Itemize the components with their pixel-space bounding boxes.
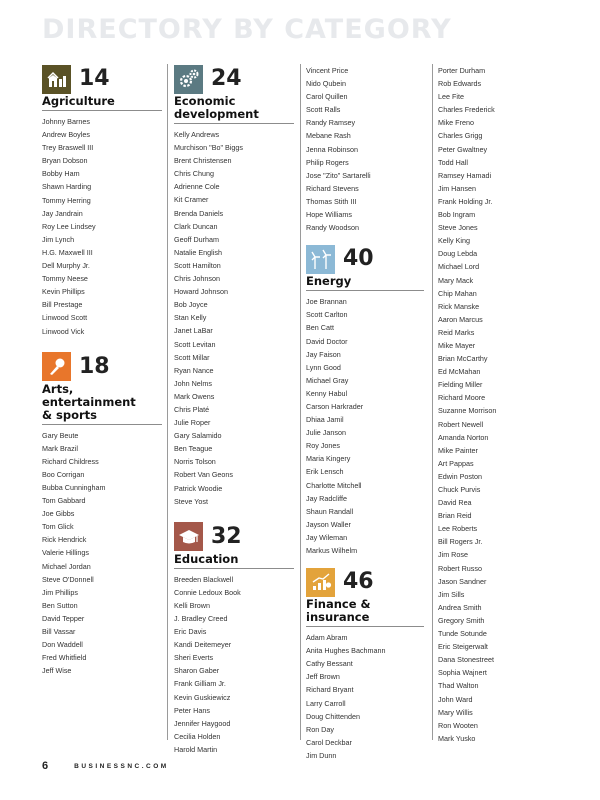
list-item: Brian McCarthy bbox=[438, 354, 488, 364]
list-item: Mike Painter bbox=[438, 445, 478, 455]
name-list bbox=[42, 429, 162, 678]
list-item: Trey Braswell III bbox=[42, 143, 94, 153]
list-item: Jim Lynch bbox=[42, 234, 75, 244]
list-item: Ryan Nance bbox=[174, 365, 214, 375]
list-item: Breeden Blackwell bbox=[174, 574, 234, 584]
list-item: Richard Moore bbox=[438, 393, 486, 403]
list-item: Gary Beute bbox=[42, 430, 79, 440]
list-item: Lee Fite bbox=[438, 92, 464, 102]
section-finance bbox=[306, 567, 424, 762]
list-item: Stan Kelly bbox=[174, 313, 207, 323]
list-item: Tommy Herring bbox=[42, 195, 91, 205]
list-item: Norris Tolson bbox=[174, 457, 216, 467]
column-4 bbox=[438, 64, 558, 745]
list-item: Dell Murphy Jr. bbox=[42, 261, 90, 271]
list-item: Fielding Miller bbox=[438, 380, 483, 390]
name-list bbox=[42, 115, 162, 338]
list-item: Richard Stevens bbox=[306, 183, 359, 193]
list-item: Bob Joyce bbox=[174, 300, 208, 310]
list-item: Roy Jones bbox=[306, 441, 340, 451]
column-1 bbox=[42, 64, 162, 677]
list-item: Tom Glick bbox=[42, 522, 74, 532]
list-item: Julie Janson bbox=[306, 428, 346, 438]
list-item: Mark Owens bbox=[174, 391, 215, 401]
section-count: 14 bbox=[79, 66, 110, 91]
list-item: Amanda Norton bbox=[438, 432, 489, 442]
list-item: Cathy Bessant bbox=[306, 659, 353, 669]
list-item: Shaun Randall bbox=[306, 506, 354, 516]
list-item: Ron Wooten bbox=[438, 720, 478, 730]
list-item: Steve O'Donnell bbox=[42, 574, 94, 584]
list-item: Jim Sills bbox=[438, 589, 465, 599]
section-agriculture bbox=[42, 64, 162, 338]
list-item: Nido Qubein bbox=[306, 79, 346, 89]
list-item: Kandi Deitemeyer bbox=[174, 640, 232, 650]
section-count: 24 bbox=[211, 66, 242, 91]
list-item: Jim Dunn bbox=[306, 750, 337, 760]
list-item: Kelli Brown bbox=[174, 600, 210, 610]
list-item: Art Pappas bbox=[438, 458, 474, 468]
list-item: Lee Roberts bbox=[438, 524, 478, 534]
list-item: Chris Johnson bbox=[174, 274, 220, 284]
list-item: Erik Lensch bbox=[306, 467, 344, 477]
list-item: Charles Frederick bbox=[438, 105, 495, 115]
list-item: Carol Quillen bbox=[306, 92, 348, 102]
list-item: Chris Platé bbox=[174, 404, 210, 414]
list-item: Sheri Everts bbox=[174, 653, 214, 663]
list-item: Patrick Woodie bbox=[174, 483, 223, 493]
list-item: Todd Hall bbox=[438, 157, 468, 167]
list-item: Tunde Sotunde bbox=[438, 629, 487, 639]
wind-turbine-icon bbox=[306, 245, 335, 274]
section-education bbox=[174, 522, 294, 756]
section-title: Finance & insurance bbox=[306, 598, 424, 627]
list-item: Boo Corrigan bbox=[42, 469, 85, 479]
list-item: Frank Holding Jr. bbox=[438, 196, 493, 206]
section-economic bbox=[174, 64, 294, 508]
name-list bbox=[306, 64, 424, 234]
list-item: Kevin Phillips bbox=[42, 287, 85, 297]
section-energy bbox=[306, 244, 424, 557]
list-item: Doug Lebda bbox=[438, 249, 478, 259]
list-item: Mark Brazil bbox=[42, 443, 78, 453]
list-item: Ed McMahan bbox=[438, 367, 481, 377]
list-item: Jay Wileman bbox=[306, 532, 348, 542]
list-item: Mike Freno bbox=[438, 118, 474, 128]
list-item: Jim Phillips bbox=[42, 587, 78, 597]
microphone-icon bbox=[42, 352, 71, 381]
page-title: DIRECTORY BY CATEGORY bbox=[42, 14, 452, 45]
list-item: Joe Brannan bbox=[306, 297, 347, 307]
list-item: Cecilia Holden bbox=[174, 731, 221, 741]
column-divider bbox=[300, 64, 301, 740]
list-item: Linwood Scott bbox=[42, 313, 88, 323]
list-item: Carol Deckbar bbox=[306, 737, 352, 747]
list-item: Jay Jandrain bbox=[42, 208, 83, 218]
section-count: 46 bbox=[343, 569, 374, 595]
list-item: Richard Bryant bbox=[306, 685, 354, 695]
list-item: Charles Grigg bbox=[438, 131, 483, 141]
list-item: Bobby Ham bbox=[42, 169, 80, 179]
list-item: Ron Day bbox=[306, 724, 334, 734]
list-item: Peter Hans bbox=[174, 705, 210, 715]
list-item: Brian Reid bbox=[438, 511, 472, 521]
list-item: Sharon Gaber bbox=[174, 666, 220, 676]
list-item: Scott Millar bbox=[174, 352, 210, 362]
gears-icon bbox=[174, 65, 203, 94]
list-item: Mary Willis bbox=[438, 707, 473, 717]
list-item: Andrew Boyles bbox=[42, 130, 90, 140]
list-item: Carson Harkrader bbox=[306, 401, 364, 411]
name-list bbox=[174, 128, 294, 508]
list-item: Rick Hendrick bbox=[42, 535, 87, 545]
graduation-cap-icon bbox=[174, 522, 203, 551]
finance-chart-icon bbox=[306, 568, 335, 597]
list-item: Randy Woodson bbox=[306, 223, 360, 233]
list-item: Anita Hughes Bachmann bbox=[306, 646, 386, 656]
list-item: Adrienne Cole bbox=[174, 182, 220, 192]
list-item: Shawn Harding bbox=[42, 182, 92, 192]
section-title: Education bbox=[174, 553, 294, 569]
section-title: Economic development bbox=[174, 95, 294, 124]
list-item: Chris Chung bbox=[174, 169, 214, 179]
list-item: Kelly Andrews bbox=[174, 130, 220, 139]
list-item: Scott Levitan bbox=[174, 339, 216, 349]
section-title: Agriculture bbox=[42, 95, 162, 111]
list-item: Jay Faison bbox=[306, 349, 341, 359]
list-item: Rick Manske bbox=[438, 301, 480, 311]
list-item: Michael Jordan bbox=[42, 561, 91, 571]
list-item: Porter Durham bbox=[438, 66, 486, 75]
list-item: Janet LaBar bbox=[174, 326, 213, 336]
column-3 bbox=[306, 64, 424, 762]
list-item: Tommy Neese bbox=[42, 274, 88, 284]
list-item: Reid Marks bbox=[438, 327, 475, 337]
list-item: Vincent Price bbox=[306, 66, 349, 75]
name-list bbox=[174, 573, 294, 756]
list-item: Jim Rose bbox=[438, 550, 468, 560]
list-item: Kit Cramer bbox=[174, 195, 209, 205]
list-item: Joe Gibbs bbox=[42, 509, 75, 519]
farm-icon bbox=[42, 65, 71, 94]
section-arts bbox=[42, 352, 162, 678]
list-item: Richard Childress bbox=[42, 456, 99, 466]
list-item: Mary Mack bbox=[438, 275, 474, 285]
list-item: J. Bradley Creed bbox=[174, 614, 228, 623]
list-item: Randy Ramsey bbox=[306, 118, 356, 128]
list-item: Philip Rogers bbox=[306, 157, 349, 167]
list-item: Dhiaa Jamil bbox=[306, 415, 344, 425]
column-divider bbox=[167, 64, 168, 740]
list-item: Bryan Dobson bbox=[42, 156, 88, 166]
list-item: Chip Mahan bbox=[438, 288, 477, 298]
list-item: Robert Russo bbox=[438, 563, 482, 573]
name-list bbox=[306, 631, 424, 762]
list-item: Mike Mayer bbox=[438, 340, 476, 350]
list-item: John Nelms bbox=[174, 378, 212, 388]
list-item: Jim Hansen bbox=[438, 183, 476, 193]
list-item: Thomas Stith III bbox=[306, 196, 357, 206]
list-item: Aaron Marcus bbox=[438, 314, 483, 324]
list-item: Suzanne Morrison bbox=[438, 406, 497, 416]
name-list bbox=[438, 64, 558, 745]
list-item: Eric Steigerwalt bbox=[438, 642, 488, 652]
list-item: Geoff Durham bbox=[174, 234, 220, 244]
list-item: Gary Salamido bbox=[174, 431, 222, 441]
list-item: Eric Davis bbox=[174, 627, 207, 637]
list-item: Ben Sutton bbox=[42, 600, 78, 610]
list-item: Rob Edwards bbox=[438, 79, 482, 89]
list-item: Howard Johnson bbox=[174, 287, 228, 297]
list-item: Bill Prestage bbox=[42, 300, 83, 310]
list-item: Tom Gabbard bbox=[42, 496, 86, 506]
site-url: BUSINESSNC.COM bbox=[74, 762, 169, 770]
list-item: Don Waddell bbox=[42, 640, 83, 650]
list-item: Doug Chittenden bbox=[306, 711, 360, 721]
list-item: Connie Ledoux Book bbox=[174, 587, 241, 597]
list-item: Jenna Robinson bbox=[306, 144, 358, 154]
list-item: Ben Catt bbox=[306, 323, 334, 333]
list-item: H.G. Maxwell III bbox=[42, 247, 93, 257]
list-item: Robert Van Geons bbox=[174, 470, 233, 480]
list-item: Larry Carroll bbox=[306, 698, 346, 708]
list-item: Steve Jones bbox=[438, 223, 478, 233]
list-item: Jose "Zito" Sartarelli bbox=[306, 170, 371, 180]
list-item: Bubba Cunningham bbox=[42, 482, 106, 492]
list-item: Julie Roper bbox=[174, 418, 211, 428]
page-number: 6 bbox=[42, 760, 49, 772]
list-item: Murchison "Bo" Biggs bbox=[174, 143, 244, 153]
list-item: Jeff Brown bbox=[306, 672, 340, 682]
list-item: Mark Yusko bbox=[438, 733, 476, 743]
list-item: Brenda Daniels bbox=[174, 208, 224, 218]
list-item: John Ward bbox=[438, 694, 473, 704]
list-item: Harold Martin bbox=[174, 744, 218, 754]
list-item: Fred Whitfield bbox=[42, 653, 87, 663]
column-2 bbox=[174, 64, 294, 756]
list-item: Bill Rogers Jr. bbox=[438, 537, 483, 547]
list-item: Scott Hamilton bbox=[174, 260, 221, 270]
list-item: Dana Stonestreet bbox=[438, 655, 494, 665]
list-item: Gregory Smith bbox=[438, 615, 485, 625]
list-item: Clark Duncan bbox=[174, 221, 218, 231]
list-item: Ben Teague bbox=[174, 444, 213, 454]
list-item: Adam Abram bbox=[306, 633, 348, 643]
list-item: Michael Lord bbox=[438, 262, 480, 272]
list-item: Frank Gilliam Jr. bbox=[174, 679, 226, 689]
list-item: Charlotte Mitchell bbox=[306, 480, 362, 490]
column-divider bbox=[432, 64, 433, 740]
list-item: Kelly King bbox=[438, 236, 470, 246]
list-item: Jay Radcliffe bbox=[306, 493, 348, 503]
list-item: Markus Wilhelm bbox=[306, 546, 358, 555]
list-item: Scott Ralls bbox=[306, 105, 341, 115]
list-item: Kenny Habul bbox=[306, 388, 348, 398]
list-item: Mebane Rash bbox=[306, 131, 351, 141]
list-item: Michael Gray bbox=[306, 375, 349, 385]
list-item: Edwin Poston bbox=[438, 471, 482, 481]
list-item: Lynn Good bbox=[306, 362, 341, 372]
list-item: Linwood Vick bbox=[42, 326, 85, 336]
list-item: Jennifer Haygood bbox=[174, 718, 231, 728]
list-item: Scott Carlton bbox=[306, 310, 348, 320]
list-item: Jason Sandner bbox=[438, 576, 487, 586]
list-item: Natalie English bbox=[174, 247, 222, 257]
page-footer bbox=[42, 760, 169, 772]
list-item: Jayson Waller bbox=[306, 519, 351, 529]
list-item: Hope Williams bbox=[306, 210, 352, 220]
list-item: Steve Yost bbox=[174, 496, 208, 506]
section-title: Arts, entertainment & sports bbox=[42, 383, 162, 425]
section-count: 32 bbox=[211, 523, 242, 549]
section-title: Energy bbox=[306, 275, 424, 291]
list-item: Maria Kingery bbox=[306, 454, 351, 464]
list-item: Valerie Hillings bbox=[42, 548, 90, 558]
list-item: Andrea Smith bbox=[438, 602, 482, 612]
list-item: Thad Walton bbox=[438, 681, 479, 691]
list-item: Jeff Wise bbox=[42, 666, 72, 676]
list-item: Bob Ingram bbox=[438, 210, 476, 220]
list-item: Ramsey Hamadi bbox=[438, 170, 492, 180]
list-item: Roy Lee Lindsey bbox=[42, 221, 96, 231]
list-item: David Rea bbox=[438, 498, 472, 508]
list-item: Johnny Barnes bbox=[42, 117, 90, 126]
name-list bbox=[306, 295, 424, 557]
section-count: 40 bbox=[343, 246, 374, 272]
list-item: David Doctor bbox=[306, 336, 348, 346]
list-item: Bill Vassar bbox=[42, 627, 76, 636]
list-item: Chuck Purvis bbox=[438, 485, 481, 494]
list-item: Kevin Guskiewicz bbox=[174, 692, 231, 702]
list-item: David Tepper bbox=[42, 613, 85, 623]
section-count: 18 bbox=[79, 353, 110, 379]
list-item: Sophia Wajnert bbox=[438, 668, 487, 678]
list-item: Robert Newell bbox=[438, 419, 484, 429]
list-item: Brent Christensen bbox=[174, 156, 232, 166]
list-item: Peter Gwaltney bbox=[438, 144, 488, 154]
